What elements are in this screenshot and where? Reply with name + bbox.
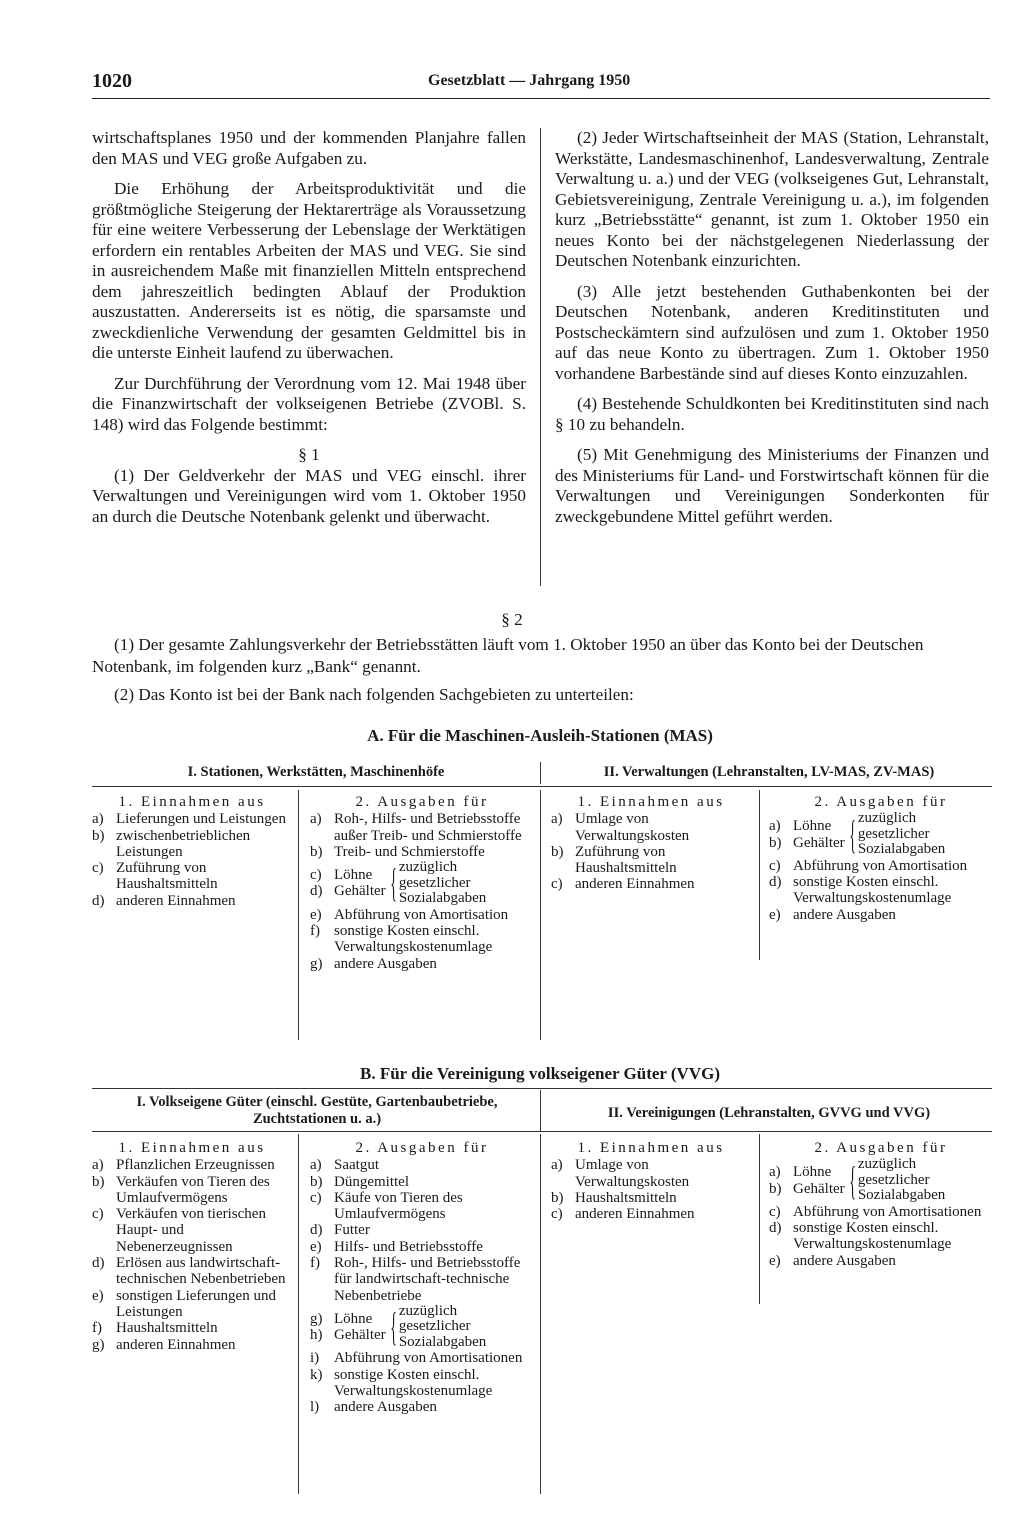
income-list [92,1140,292,1353]
column-group-header: II. Vereinigungen (Lehranstalten, GVVG und VVG) [607,1105,931,1121]
table-rule [92,1131,992,1132]
page-header [92,70,992,100]
income-list [551,1140,751,1222]
brace-text: gesetzlicher [857,825,930,842]
list-item: i) Abführung von Amortisationen [310,1350,523,1367]
list-item: a) Lieferungen und Leistungen [92,811,286,828]
list-item: a) Umlage von Verwaltungskosten [551,811,690,844]
list-item: d) sonstige Kosten einschl. Verwaltungskostenumlage [769,1220,952,1253]
list-item: b) Haushaltsmitteln [551,1189,677,1206]
brace-icon: { [848,811,856,857]
brace-group [769,811,993,858]
list-item: c) Löhne [310,867,373,884]
list-heading: 1. Einnahmen aus [118,794,266,810]
list-item: a) Löhne [769,1164,832,1181]
brace-text: zuzüglich [857,810,917,827]
brace-text: Sozialabgaben [857,841,946,858]
list-item: h) Gehälter [310,1327,386,1344]
brace-text: gesetzlicher [398,1318,471,1335]
list-item: c) Abführung von Amortisationen [769,1203,982,1220]
list-item: b) Zuführung von Haushaltsmitteln [551,843,677,877]
expense-list [769,1140,993,1269]
brace-group [310,860,534,907]
table-divider [540,762,541,784]
list-item: c) Verkäufen von tierischen Haupt- und Nebenerzeugnissen [92,1206,266,1255]
brace-text: zuzüglich [857,1156,917,1173]
list-item: g) Löhne [310,1310,373,1327]
table-rule [92,786,992,787]
list-item: e) sonstigen Lieferungen und Leistungen [92,1287,276,1320]
list-item: b) zwischenbetrieblichen Leistungen [92,827,251,860]
list-item: b) Treib- und Schmierstoffe [310,843,485,860]
list-item: a) Saatgut [310,1157,379,1174]
expense-list [769,794,993,923]
paragraph: (4) Bestehende Schuldkonten bei Kreditinstituten sind nach § 10 zu behandeln. [555,394,989,434]
list-item: f) sonstige Kosten einschl. Verwaltungskostenumlage [310,922,493,956]
list-item: c) anderen Einnahmen [551,1206,695,1223]
table-rule [92,1088,992,1089]
paragraph: wirtschaftsplanes 1950 und der kommenden Planjahre fallen den MAS und VEG große Aufgaben zu. [92,128,526,168]
table-divider [540,1090,541,1132]
list-item: d) Futter [310,1222,370,1239]
list-item: d) Gehälter [310,883,386,900]
brace-icon: { [389,1304,397,1350]
page-number: 1020 [92,70,132,92]
column-divider [540,128,541,586]
list-item: b) Gehälter [769,834,845,851]
brace-text: gesetzlicher [857,1171,930,1188]
column-group-header: I. Volkseigene Güter (einschl. Gestüte, Gartenbaubetriebe, Zuchtstationen u. a.) [136,1094,498,1127]
list-heading: 2. Ausgaben für [355,794,489,810]
paragraph: Zur Durchführung der Verordnung vom 12. Mai 1948 über die Finanzwirtschaft der volkseigenen Betriebe (ZVOBl. S. 148) wird das Folgende bestimmt: [92,373,526,434]
section-heading: § 2 [501,610,523,629]
brace-group [310,1304,534,1351]
expense-list [310,794,534,972]
table-divider [759,1134,760,1304]
left-column [92,128,526,537]
list-item: a) Löhne [769,818,832,835]
list-heading: 2. Ausgaben für [814,1140,948,1156]
section-b-title: B. Für die Vereinigung volkseigener Güter (VVG) [359,1064,720,1083]
list-item: g) anderen Einnahmen [92,1336,236,1353]
brace-text: gesetzlicher [398,874,471,891]
list-item: l) andere Ausgaben [310,1399,437,1416]
list-item: f) Roh-, Hilfs- und Betriebsstoffe für landwirtschaft-technische Nebenbetriebe [310,1255,521,1304]
list-heading: 1. Einnahmen aus [118,1140,266,1156]
list-heading: 1. Einnahmen aus [577,794,725,810]
table-divider [540,1134,541,1494]
section-heading: § 1 [298,445,320,464]
list-item: d) Erlösen aus landwirtschaft-technischen Nebenbetrieben [92,1255,286,1288]
table-divider [298,790,299,1040]
table-divider [298,1134,299,1494]
list-item: c) Käufe von Tieren des Umlaufvermögens [310,1189,463,1223]
list-item: b) Düngemittel [310,1173,409,1190]
list-item: d) sonstige Kosten einschl. Verwaltungskostenumlage [769,874,952,907]
brace-text: zuzüglich [398,1302,458,1319]
list-item: e) andere Ausgaben [769,906,896,923]
brace-text: Sozialabgaben [398,1333,487,1350]
list-item: g) andere Ausgaben [310,955,437,972]
right-column [555,128,989,537]
brace-text: zuzüglich [398,859,458,876]
brace-icon: { [848,1157,856,1203]
header-rule [92,98,990,99]
paragraph: (5) Mit Genehmigung des Ministeriums der Finanzen und des Ministeriums für Land- und Forstwirtschaft können für die Verwaltungen und Vereinigungen Sonderkonten für zweckgebundene Mittel geführt werden. [555,445,989,526]
list-item: k) sonstige Kosten einschl. Verwaltungskostenumlage [310,1366,493,1400]
table-divider [540,790,541,1040]
list-heading: 2. Ausgaben für [814,794,948,810]
paragraph: Die Erhöhung der Arbeitsproduktivität und die größtmögliche Steigerung der Hektarerträge als Voraussetzung für eine weitere Verbesserung der Lebenslage der Werktätigen erfordern ein rentables Arbeiten der MAS und VEG. Sie sind in ausreichendem Maße mit finanziellen Mitteln entsprechend dem jahreszeitlich bedingten Ablauf der Produktion auszustatten. Andererseits ist es nötig, die sparsamste und zweckdienliche Verwendung der gesamten Geldmittel bis in die unterste Einheit laufend zu überwachen. [92,179,526,362]
section-a-title: A. Für die Maschinen-Ausleih-Stationen (MAS) [367,726,713,745]
brace-text: Sozialabgaben [857,1187,946,1204]
income-list [92,794,292,909]
expense-list [310,1140,534,1416]
list-item: e) Abführung von Amortisation [310,906,509,923]
list-item: f) Haushaltsmitteln [92,1320,218,1337]
list-item: b) Verkäufen von Tieren des Umlaufvermögens [92,1173,270,1206]
list-heading: 2. Ausgaben für [355,1140,489,1156]
paragraph: (1) Der gesamte Zahlungsverkehr der Betriebsstätten läuft vom 1. Oktober 1950 an über das Konto bei der Deutschen Notenbank, im folgenden kurz „Bank“ genannt. [92,635,924,676]
brace-icon: { [389,860,397,906]
column-group-header: II. Verwaltungen (Lehranstalten, LV-MAS, ZV-MAS) [603,764,935,780]
list-item: b) Gehälter [769,1180,845,1197]
running-title: Gesetzblatt — Jahrgang 1950 [428,72,631,89]
table-divider [759,790,760,960]
list-item: a) Umlage von Verwaltungskosten [551,1157,690,1190]
brace-text: Sozialabgaben [398,890,487,907]
list-item: d) anderen Einnahmen [92,892,236,909]
list-item: a) Pflanzlichen Erzeugnissen [92,1157,275,1174]
paragraph: (3) Alle jetzt bestehenden Guthabenkonten bei der Deutschen Notenbank, anderen Kreditinstituten und Postscheckämtern sind aufzulösen und zum 1. Oktober 1950 auf das neue Konto zu übertragen. Zum 1. Oktober 1950 vorhandene Barbestände sind auf dieses Konto einzuzahlen. [555,281,989,383]
list-item: c) Abführung von Amortisation [769,857,968,874]
brace-group [769,1157,993,1204]
list-item: a) Roh-, Hilfs- und Betriebsstoffe außer Treib- und Schmierstoffe [310,811,522,844]
income-list [551,794,751,893]
column-group-header: I. Stationen, Werkstätten, Maschinenhöfe [187,764,445,780]
list-heading: 1. Einnahmen aus [577,1140,725,1156]
list-item: e) Hilfs- und Betriebsstoffe [310,1238,483,1255]
list-item: c) Zuführung von Haushaltsmitteln [92,860,218,893]
paragraph: (2) Das Konto ist bei der Bank nach folgenden Sachgebieten zu unterteilen: [114,685,634,704]
paragraph: (1) Der Geldverkehr der MAS und VEG einschl. ihrer Verwaltungen und Vereinigungen wird vom 1. Oktober 1950 an durch die Deutsche Notenbank gelenkt und überwacht. [92,465,526,526]
paragraph: (2) Jeder Wirtschaftseinheit der MAS (Station, Lehranstalt, Werkstätte, Landesmaschinenhof, Landesverwaltung, Zentrale Verwaltung u. a.) und der VEG (volkseigenes Gut, Lehranstalt, Gebietsvereinigung, Zentrale Vereinigung u. a.), im folgenden kurz „Betriebsstätte“ genannt, ist zum 1. Oktober 1950 ein neues Konto bei der nächstgelegenen Niederlassung der Deutschen Notenbank einzurichten. [555,128,989,270]
list-item: c) anderen Einnahmen [551,876,695,893]
list-item: e) andere Ausgaben [769,1252,896,1269]
